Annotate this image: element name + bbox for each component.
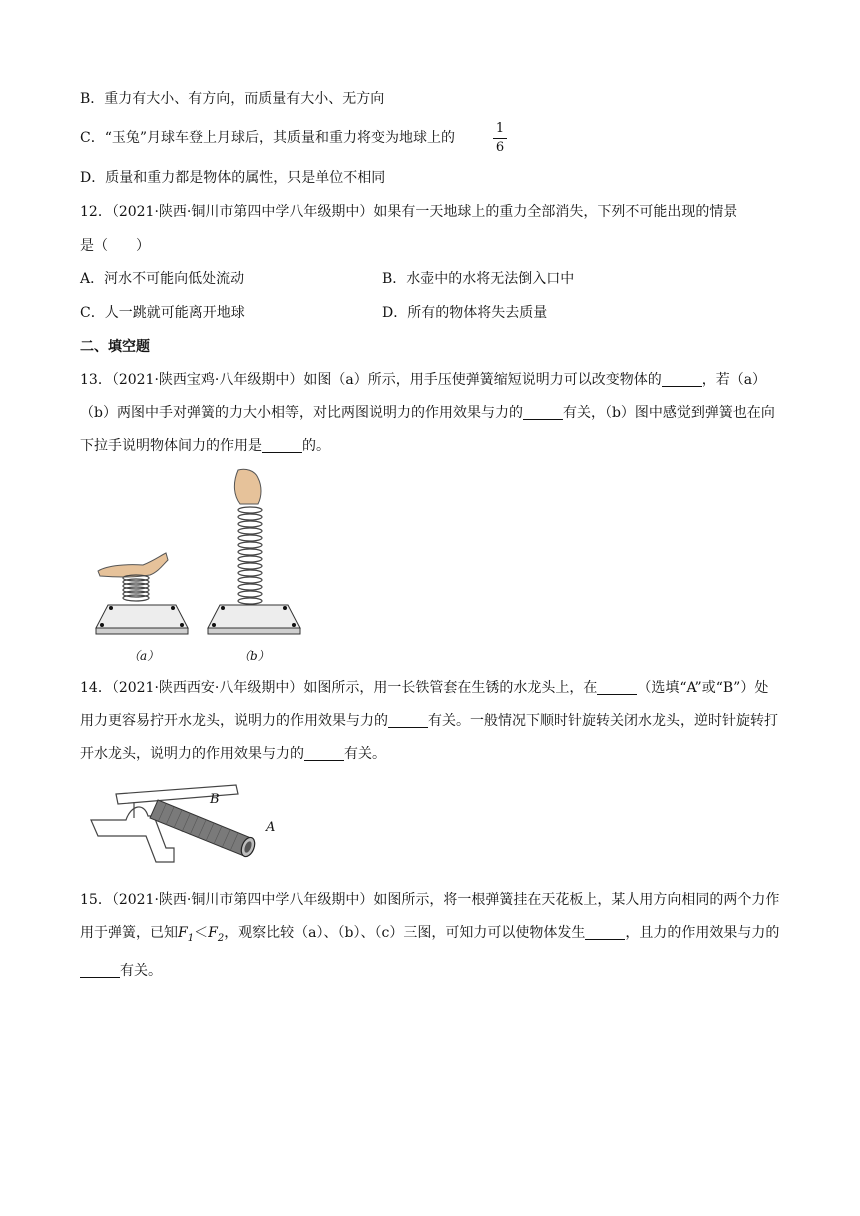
answer-blank[interactable]: [662, 372, 702, 387]
answer-blank[interactable]: [262, 438, 302, 453]
section-title-fill-in: 二、填空题: [80, 339, 150, 355]
force-f1: $F_1$: [178, 925, 195, 944]
figure-label-a: （a）: [128, 649, 160, 663]
answer-blank[interactable]: [597, 680, 637, 695]
q14-part4: 有关。: [344, 746, 386, 762]
q14-text: [80, 672, 780, 771]
q15-part1: 15．（2021·陕西·铜川市第四中学八年级期中）如图所示，将一根弹簧挂在天花板上，某人用方向相同的两个力作用于弹簧，已知: [80, 892, 780, 941]
fraction-denominator: 6: [495, 140, 505, 155]
q12-stem-line1: 12．（2021·陕西·铜川市第四中学八年级期中）如果有一天地球上的重力全部消失，下列不可能出现的情景: [80, 204, 738, 220]
q13-part2: ，若（a）（b）两图中手对弹簧的力大小相等，对比两图说明力的作用效果与力的: [80, 372, 767, 421]
faucet-pipe-figure: [86, 780, 286, 872]
q15-text: [80, 884, 780, 988]
q11-option-d: D．质量和重力都是物体的属性，只是单位不相同: [80, 170, 386, 186]
q15-part4: 有关。: [120, 962, 162, 979]
q15-part2: ，观察比较（a）、（b）、（c）三图，可知力可以使物体发生: [224, 925, 586, 941]
q13-part4: 的。: [302, 438, 330, 454]
spring-stretched-figure: [200, 468, 310, 664]
q12-option-c: C．人一跳就可能离开地球: [80, 305, 245, 321]
figure-label-b: （b）: [238, 649, 270, 663]
q15-part3: ，且力的作用效果与力的: [625, 925, 780, 941]
force-f2: $F_2$: [208, 925, 225, 944]
q14-part3: 有关。一般情况下顺时针旋转关闭水龙头，逆时针旋转打开水龙头，说明力的作用效果与力的: [80, 713, 778, 762]
one-sixth-fraction: [493, 121, 507, 156]
less-than: ＜: [194, 925, 209, 941]
q14-part1: 14．（2021·陕西西安·八年级期中）如图所示，用一长铁管套在生锈的水龙头上，在: [80, 680, 598, 696]
q12-option-d: D．所有的物体将失去质量: [382, 305, 548, 321]
answer-blank[interactable]: [80, 963, 120, 978]
q13-part1: 13．（2021·陕西宝鸡·八年级期中）如图（a）所示，用手压使弹簧缩短说明力可以改变物体的: [80, 372, 662, 388]
pipe-label-b: B: [210, 792, 220, 807]
q11-option-c: C．“玉兔”月球车登上月球后，其质量和重力将变为地球上的: [80, 130, 456, 146]
pipe-label-a: A: [266, 820, 276, 835]
answer-blank[interactable]: [585, 925, 625, 940]
answer-blank[interactable]: [304, 746, 344, 761]
answer-blank[interactable]: [523, 405, 563, 420]
spring-compressed-figure: [88, 468, 198, 664]
answer-blank[interactable]: [388, 713, 428, 728]
q14-part2: （选填“A”或“B”）处用力更容易拧开水龙头，说明力的作用效果与力的: [80, 680, 769, 729]
q13-part3: 有关，（b）图中感觉到弹簧也在向下拉手说明物体间力的作用是: [80, 405, 775, 454]
fraction-numerator: 1: [493, 121, 507, 139]
q13-text: [80, 364, 780, 463]
q12-option-b: B．水壶中的水将无法倒入口中: [382, 271, 575, 287]
q11-option-b: B．重力有大小、有方向，而质量有大小、无方向: [80, 91, 385, 107]
q12-stem-line2: 是（ ）: [80, 238, 150, 254]
q12-option-a: A．河水不可能向低处流动: [80, 271, 245, 287]
